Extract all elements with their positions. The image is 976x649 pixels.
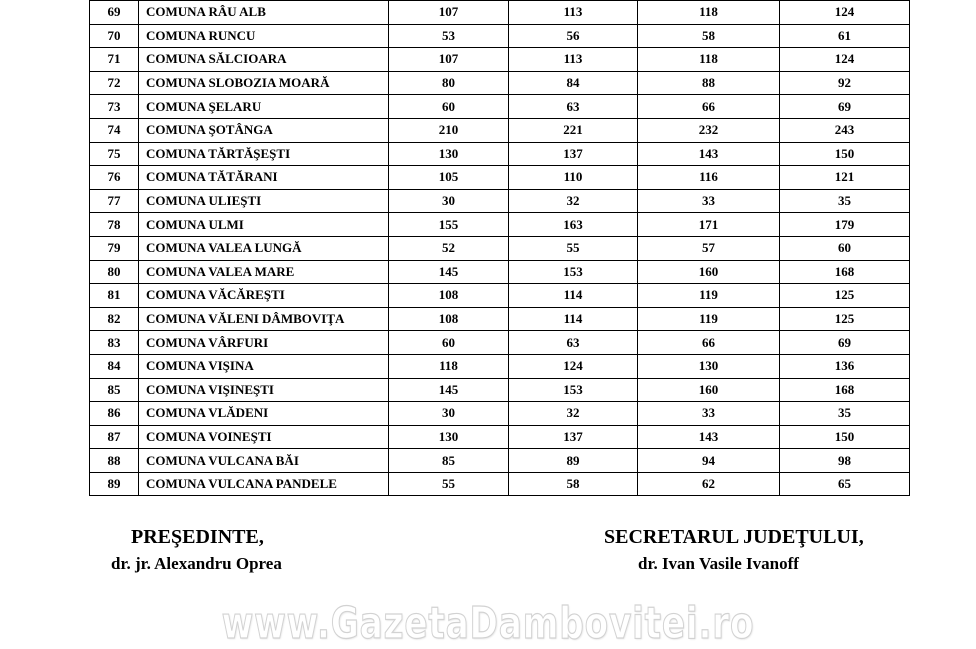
value-cell-4: 92 <box>780 71 910 95</box>
commune-name-cell: COMUNA ŞELARU <box>139 95 389 119</box>
row-number-cell: 76 <box>90 166 139 190</box>
table-row <box>90 1 910 25</box>
value-cell-3: 160 <box>638 260 780 284</box>
value-cell-1: 60 <box>389 331 509 355</box>
commune-name-cell: COMUNA RÂU ALB <box>139 1 389 25</box>
row-number-cell: 81 <box>90 284 139 308</box>
value-cell-1: 145 <box>389 378 509 402</box>
value-cell-2: 114 <box>509 284 638 308</box>
value-cell-3: 66 <box>638 331 780 355</box>
row-number-cell: 83 <box>90 331 139 355</box>
value-cell-1: 130 <box>389 425 509 449</box>
value-cell-2: 32 <box>509 189 638 213</box>
commune-name-cell: COMUNA VLĂDENI <box>139 402 389 426</box>
value-cell-3: 33 <box>638 189 780 213</box>
value-cell-3: 130 <box>638 354 780 378</box>
table-body <box>90 1 910 496</box>
value-cell-1: 118 <box>389 354 509 378</box>
commune-name-cell: COMUNA RUNCU <box>139 24 389 48</box>
value-cell-3: 57 <box>638 236 780 260</box>
table-row <box>90 307 910 331</box>
commune-name-cell: COMUNA ULMI <box>139 213 389 237</box>
value-cell-4: 179 <box>780 213 910 237</box>
table-row <box>90 354 910 378</box>
commune-name-cell: COMUNA VIŞINA <box>139 354 389 378</box>
table-row <box>90 331 910 355</box>
value-cell-1: 108 <box>389 307 509 331</box>
value-cell-2: 55 <box>509 236 638 260</box>
value-cell-2: 63 <box>509 95 638 119</box>
value-cell-3: 62 <box>638 472 780 496</box>
value-cell-2: 84 <box>509 71 638 95</box>
value-cell-1: 130 <box>389 142 509 166</box>
table-row <box>90 402 910 426</box>
table-row <box>90 236 910 260</box>
value-cell-4: 150 <box>780 142 910 166</box>
value-cell-2: 32 <box>509 402 638 426</box>
value-cell-1: 30 <box>389 402 509 426</box>
value-cell-1: 210 <box>389 118 509 142</box>
row-number-cell: 74 <box>90 118 139 142</box>
value-cell-2: 56 <box>509 24 638 48</box>
value-cell-1: 30 <box>389 189 509 213</box>
value-cell-2: 89 <box>509 449 638 473</box>
value-cell-4: 60 <box>780 236 910 260</box>
value-cell-2: 137 <box>509 142 638 166</box>
commune-name-cell: COMUNA SĂLCIOARA <box>139 48 389 72</box>
commune-name-cell: COMUNA VIŞINEŞTI <box>139 378 389 402</box>
table-row <box>90 284 910 308</box>
commune-name-cell: COMUNA VĂCĂREŞTI <box>139 284 389 308</box>
value-cell-4: 69 <box>780 95 910 119</box>
table-row <box>90 142 910 166</box>
value-cell-2: 137 <box>509 425 638 449</box>
table-row <box>90 189 910 213</box>
value-cell-1: 55 <box>389 472 509 496</box>
commune-name-cell: COMUNA ŞOTÂNGA <box>139 118 389 142</box>
value-cell-2: 221 <box>509 118 638 142</box>
row-number-cell: 85 <box>90 378 139 402</box>
commune-name-cell: COMUNA VALEA MARE <box>139 260 389 284</box>
value-cell-3: 118 <box>638 48 780 72</box>
value-cell-4: 168 <box>780 260 910 284</box>
commune-name-cell: COMUNA VULCANA PANDELE <box>139 472 389 496</box>
row-number-cell: 87 <box>90 425 139 449</box>
value-cell-3: 33 <box>638 402 780 426</box>
value-cell-2: 58 <box>509 472 638 496</box>
value-cell-4: 35 <box>780 189 910 213</box>
table-row <box>90 166 910 190</box>
value-cell-3: 171 <box>638 213 780 237</box>
value-cell-3: 119 <box>638 307 780 331</box>
value-cell-4: 168 <box>780 378 910 402</box>
row-number-cell: 73 <box>90 95 139 119</box>
value-cell-4: 124 <box>780 48 910 72</box>
value-cell-2: 113 <box>509 1 638 25</box>
commune-name-cell: COMUNA TĂRTĂŞEŞTI <box>139 142 389 166</box>
value-cell-4: 136 <box>780 354 910 378</box>
table-row <box>90 472 910 496</box>
value-cell-2: 124 <box>509 354 638 378</box>
value-cell-1: 108 <box>389 284 509 308</box>
commune-name-cell: COMUNA TĂTĂRANI <box>139 166 389 190</box>
table-row <box>90 425 910 449</box>
value-cell-4: 124 <box>780 1 910 25</box>
table-row <box>90 95 910 119</box>
value-cell-4: 69 <box>780 331 910 355</box>
president-name: dr. jr. Alexandru Oprea <box>111 554 282 573</box>
value-cell-1: 85 <box>389 449 509 473</box>
value-cell-3: 143 <box>638 142 780 166</box>
commune-name-cell: COMUNA VALEA LUNGĂ <box>139 236 389 260</box>
value-cell-1: 60 <box>389 95 509 119</box>
table-row <box>90 118 910 142</box>
value-cell-1: 145 <box>389 260 509 284</box>
value-cell-4: 61 <box>780 24 910 48</box>
value-cell-1: 107 <box>389 48 509 72</box>
value-cell-4: 35 <box>780 402 910 426</box>
value-cell-3: 58 <box>638 24 780 48</box>
value-cell-2: 114 <box>509 307 638 331</box>
row-number-cell: 82 <box>90 307 139 331</box>
value-cell-4: 65 <box>780 472 910 496</box>
value-cell-1: 155 <box>389 213 509 237</box>
commune-name-cell: COMUNA ULIEŞTI <box>139 189 389 213</box>
value-cell-2: 153 <box>509 260 638 284</box>
value-cell-3: 118 <box>638 1 780 25</box>
value-cell-2: 63 <box>509 331 638 355</box>
row-number-cell: 84 <box>90 354 139 378</box>
value-cell-1: 53 <box>389 24 509 48</box>
commune-name-cell: COMUNA VOINEŞTI <box>139 425 389 449</box>
row-number-cell: 77 <box>90 189 139 213</box>
secretary-title: SECRETARUL JUDEŢULUI, <box>604 526 864 548</box>
commune-name-cell: COMUNA VÂRFURI <box>139 331 389 355</box>
row-number-cell: 72 <box>90 71 139 95</box>
value-cell-4: 125 <box>780 284 910 308</box>
value-cell-4: 150 <box>780 425 910 449</box>
value-cell-1: 105 <box>389 166 509 190</box>
row-number-cell: 89 <box>90 472 139 496</box>
value-cell-3: 119 <box>638 284 780 308</box>
row-number-cell: 69 <box>90 1 139 25</box>
row-number-cell: 80 <box>90 260 139 284</box>
table-row <box>90 71 910 95</box>
row-number-cell: 78 <box>90 213 139 237</box>
president-title: PREŞEDINTE, <box>131 526 264 548</box>
secretary-name: dr. Ivan Vasile Ivanoff <box>638 554 799 573</box>
value-cell-1: 107 <box>389 1 509 25</box>
value-cell-3: 232 <box>638 118 780 142</box>
value-cell-1: 52 <box>389 236 509 260</box>
value-cell-4: 98 <box>780 449 910 473</box>
value-cell-2: 163 <box>509 213 638 237</box>
row-number-cell: 88 <box>90 449 139 473</box>
row-number-cell: 75 <box>90 142 139 166</box>
value-cell-3: 66 <box>638 95 780 119</box>
table-row <box>90 378 910 402</box>
table-row <box>90 260 910 284</box>
value-cell-3: 160 <box>638 378 780 402</box>
table-row <box>90 213 910 237</box>
value-cell-3: 143 <box>638 425 780 449</box>
value-cell-4: 121 <box>780 166 910 190</box>
table-row <box>90 449 910 473</box>
value-cell-3: 116 <box>638 166 780 190</box>
row-number-cell: 70 <box>90 24 139 48</box>
value-cell-2: 113 <box>509 48 638 72</box>
row-number-cell: 86 <box>90 402 139 426</box>
commune-name-cell: COMUNA VULCANA BĂI <box>139 449 389 473</box>
value-cell-4: 125 <box>780 307 910 331</box>
row-number-cell: 79 <box>90 236 139 260</box>
value-cell-4: 243 <box>780 118 910 142</box>
commune-allocation-table <box>89 0 910 496</box>
table-row <box>90 24 910 48</box>
row-number-cell: 71 <box>90 48 139 72</box>
value-cell-1: 80 <box>389 71 509 95</box>
watermark: www.GazetaDambovitei.ro <box>221 598 755 649</box>
table-row <box>90 48 910 72</box>
commune-name-cell: COMUNA VĂLENI DÂMBOVIŢA <box>139 307 389 331</box>
value-cell-2: 153 <box>509 378 638 402</box>
value-cell-2: 110 <box>509 166 638 190</box>
commune-name-cell: COMUNA SLOBOZIA MOARĂ <box>139 71 389 95</box>
value-cell-3: 94 <box>638 449 780 473</box>
value-cell-3: 88 <box>638 71 780 95</box>
